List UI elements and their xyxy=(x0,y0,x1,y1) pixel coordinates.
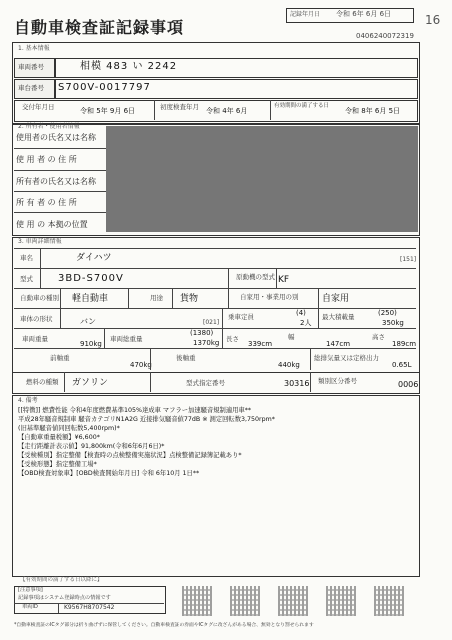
remark-line: (旧基準騒音値同回転数5,400rpm)* xyxy=(18,425,120,432)
maker-code: [151] xyxy=(400,256,417,263)
first-reg-label: 初度検査年月 xyxy=(160,103,199,111)
body: バン xyxy=(80,317,96,326)
front-axle: 470kg xyxy=(130,361,152,369)
notice-text: 記録事項はシステム登録時点の情報です xyxy=(18,595,111,601)
engine-label: 原動機の型式 xyxy=(236,273,275,281)
vehicle-section-label: 3. 車両詳細情報 xyxy=(18,238,62,245)
maker: ダイハツ xyxy=(76,253,112,263)
weight-label: 車両重量 xyxy=(22,335,48,343)
displacement-label: 総排気量又は定格出力 xyxy=(314,354,379,362)
model: 3BD-S700V xyxy=(58,273,124,284)
displacement: 0.65L xyxy=(392,361,412,369)
redaction-block xyxy=(106,126,418,232)
page-title: 自動車検査証記録事項 xyxy=(14,18,185,37)
remark-line: 【受検種別】指定整備【検査時の点検整備実施状況】点検整備記録簿記載あり* xyxy=(18,452,242,459)
first-reg: 令和 4年 6月 xyxy=(206,107,248,115)
reg-no: 相模 483 い 2242 xyxy=(80,61,178,72)
bottom-note: *自動車検査証のICタグ部分は折り曲げずに保管してください。自動車検査証の券面やICタグに改ざんがある場合、無効となり罰せられます xyxy=(14,623,314,628)
model-label: 型式 xyxy=(20,275,33,283)
front-axle-label: 前軸重 xyxy=(50,354,70,362)
private-label: 自家用・事業用の別 xyxy=(240,293,299,301)
remark-line: 【OBD検査対象車】[OBD検査開始年月日] 令和 6年10月 1日** xyxy=(18,470,200,477)
gross-2: 1370kg xyxy=(193,339,220,347)
remark-line: 平成28年騒音規制車 騒音カテゴリN1A2G 近接排気騒音値77dB ※ 測定回転数3,750rpm* xyxy=(18,416,275,423)
use-label: 用途 xyxy=(150,294,163,302)
remark-line: 【有効期間の満了する日以降に】 xyxy=(20,577,103,583)
remarks-section-label: 4. 備考 xyxy=(18,397,38,404)
vehicle-id: K9567H8707542 xyxy=(64,604,115,611)
length-label: 長さ xyxy=(226,335,239,343)
chassis-no-label: 車台番号 xyxy=(18,84,44,92)
record-date: 令和 6年 6月 6日 xyxy=(336,10,392,18)
qr-code xyxy=(278,586,308,616)
notice-label: [注意事項] xyxy=(18,587,43,593)
gross: (1380) xyxy=(190,329,214,337)
remark-line: 【受検形態】指定整備工場* xyxy=(18,461,97,468)
kind-label: 自動車の種別 xyxy=(20,294,59,302)
capacity-label: 乗車定員 xyxy=(228,313,254,321)
doc-number: 0406240072319 xyxy=(356,32,414,40)
private: 自家用 xyxy=(322,294,350,304)
qr-code xyxy=(182,586,212,616)
maxload-label: 最大積載量 xyxy=(322,313,355,321)
type-no-label: 型式指定番号 xyxy=(186,379,225,387)
kind: 軽自動車 xyxy=(72,294,109,304)
vehicle-frame xyxy=(12,237,420,373)
owner-row-label: 使 用 の 本拠の位置 xyxy=(16,220,88,229)
expiry-label: 有効期間の満了する日 xyxy=(274,103,330,109)
expiry: 令和 8年 6月 5日 xyxy=(345,107,401,115)
basic-section-label: 1. 基本情報 xyxy=(18,45,50,52)
maxload: (250) xyxy=(378,309,397,317)
body-code: [021] xyxy=(203,319,220,326)
vehicle-id-label: 車両ID xyxy=(22,604,38,610)
width-label: 幅 xyxy=(288,333,295,341)
reg-no-label: 車両番号 xyxy=(18,63,44,71)
height: 189cm xyxy=(392,340,417,348)
engine: KF xyxy=(278,275,290,285)
page-mark: 16 xyxy=(425,13,441,27)
record-date-label: 記録年月日 xyxy=(290,11,321,18)
body-label: 車体の形状 xyxy=(20,315,53,323)
height-label: 高さ xyxy=(372,333,385,341)
qr-code xyxy=(230,586,260,616)
owner-row-label: 使 用 者 の 住 所 xyxy=(16,155,77,164)
issue-date: 令和 5年 9月 6日 xyxy=(80,107,136,115)
remark-line: [[特徴]] 燃費性能 令和4年度燃費基準105%達成車 マフラー加速騒音規制適用車** xyxy=(18,407,252,414)
owner-row-label: 使用者の氏名又は名称 xyxy=(16,133,96,142)
width: 147cm xyxy=(326,340,351,348)
owner-section-label: 2. 所有者・使用者情報 xyxy=(18,123,80,130)
capacity-2: 2人 xyxy=(300,319,312,327)
capacity: (4) xyxy=(296,309,306,317)
qr-code xyxy=(326,586,356,616)
rear-axle-label: 後軸重 xyxy=(176,354,196,362)
issue-date-label: 交付年月日 xyxy=(22,103,55,111)
remark-line: 【自動車重量税額】¥6,600* xyxy=(18,434,100,441)
qr-code xyxy=(374,586,404,616)
type-no: 30316 xyxy=(284,379,310,388)
owner-row-label: 所 有 者 の 住 所 xyxy=(16,198,77,207)
chassis-no: S700V-0017797 xyxy=(58,82,151,93)
fuel: ガソリン xyxy=(72,378,109,388)
gross-label: 車両総重量 xyxy=(110,335,143,343)
length: 339cm xyxy=(248,340,273,348)
category: 0006 xyxy=(398,380,419,389)
maker-label: 車名 xyxy=(20,254,33,262)
maxload-2: 350kg xyxy=(382,319,404,327)
remark-line: 【走行距離計表示値】91,800km(令和6年6月6日)* xyxy=(18,443,165,450)
rear-axle: 440kg xyxy=(278,361,300,369)
use: 貨物 xyxy=(180,294,199,304)
weight: 910kg xyxy=(80,340,102,348)
owner-row-label: 所有者の氏名又は名称 xyxy=(16,177,96,186)
category-label: 類別区分番号 xyxy=(318,377,357,385)
fuel-label: 燃料の種類 xyxy=(26,378,59,386)
